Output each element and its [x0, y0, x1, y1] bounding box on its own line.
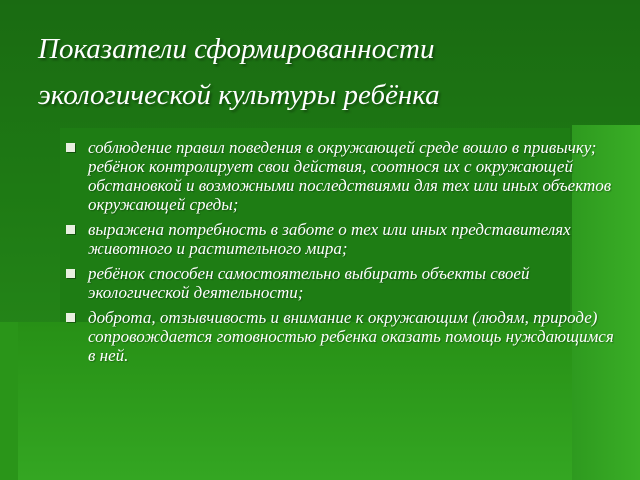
square-bullet-icon: [66, 225, 75, 234]
bullet-item: [62, 308, 622, 365]
bullet-item: [62, 138, 622, 214]
slide-title-line-1: Показатели сформированности: [38, 33, 435, 65]
bullet-item: [62, 264, 622, 302]
bullet-text: соблюдение правил поведения в окружающей среде вошло в привычку; ребёнок контролирует свои действия, соотнося их с окружающей обстановкой и возможными последствиями для тех или иных объектов окружающей среды;: [88, 138, 612, 214]
slide-title-line-2: экологической культуры ребёнка: [38, 79, 440, 111]
bullet-text: доброта, отзывчивость и внимание к окружающим (людям, природе) сопровождается готовностью ребенка оказать помощь нуждающимся в ней.: [88, 308, 614, 365]
bullet-text: ребёнок способен самостоятельно выбирать объекты своей экологической деятельности;: [88, 264, 530, 302]
decorative-band-left: [0, 322, 18, 480]
bullet-list: [62, 138, 622, 371]
bullet-text: выражена потребность в заботе о тех или иных представителях животного и растительного мира;: [88, 220, 571, 258]
square-bullet-icon: [66, 313, 75, 322]
bullet-item: [62, 220, 622, 258]
square-bullet-icon: [66, 269, 75, 278]
square-bullet-icon: [66, 143, 75, 152]
slide-title: [38, 26, 598, 118]
